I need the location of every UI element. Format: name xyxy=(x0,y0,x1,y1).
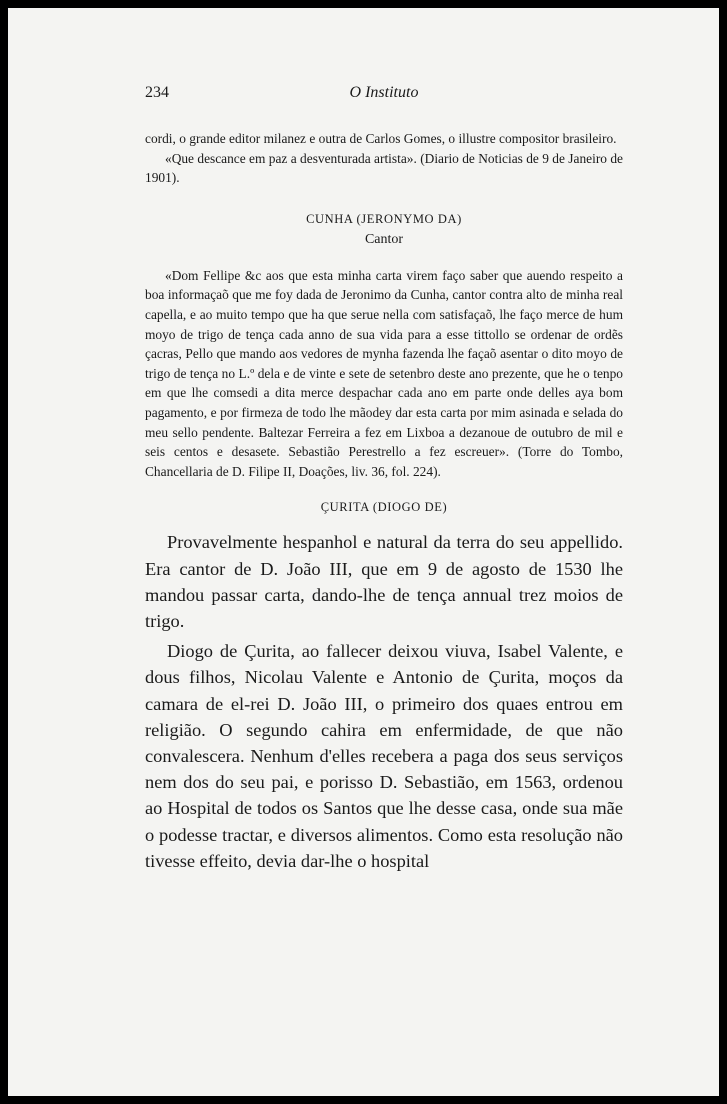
running-title: O Instituto xyxy=(349,84,419,101)
page-number: 234 xyxy=(145,84,169,101)
page-content xyxy=(145,84,623,874)
page-header xyxy=(145,84,623,108)
curita-paragraph-2: Diogo de Çurita, ao fallecer deixou viuva, Isabel Valente, e dous filhos, Nicolau Valente e Antonio de Çurita, moços da camara de el-rei D. João III, o primeiro dos quaes entrou em religião. O segundo cahira em enfermidade, de que não convalescera. Nenhum d'elles recebera a paga dos seus serviços nem dos do seu pai, e porisso D. Sebastião, em 1563, ordenou ao Hospital de todos os Santos que lhe desse casa, onde sua mãe o podesse tractar, e diversos alimentos. Como esta resolução não tivesse effeito, devia dar-lhe o hospital xyxy=(145,641,623,871)
cunha-document-block xyxy=(145,266,623,482)
document-page xyxy=(8,8,719,1096)
section-heading-curita: ÇURITA (DIOGO DE) xyxy=(320,500,448,515)
opening-block xyxy=(145,129,623,188)
quotation-paragraph: «Que descance em paz a desventurada artista». (Diario de Noticias de 9 de Janeiro de 1901). xyxy=(145,150,623,186)
curita-body xyxy=(145,529,623,874)
section-heading-cunha: CUNHA (JERONYMO DA) xyxy=(306,211,462,226)
cunha-document-text: «Dom Fellipe &c aos que esta minha carta virem faço saber que auendo respeito a boa informaçaõ que me foy dada de Jeronimo da Cunha, cantor contra alto de minha real capella, e ao muito tempo que ha que serue nella com satisfaçaõ, lhe faço merce de hum moyo de trigo de tença cada anno de sua vida para a esse tittollo se ordenar de ordẽs çacras, Pello que mando aos vedores de mynha fazenda lhe façaõ asentar o dito moyo de trigo de tença no L.º dela e de vinte e sete de setenbro deste ano prezente, que he o tenpo em que lhe comsedi a dita merce despachar cada ano em parte onde delles aya bom pagamento, e por firmeza de todo lhe mãodey dar esta carta por mim asinada e selada do meu sello pendente. Baltezar Ferreira a fez em Lixboa a dezanoue de outubro de mil e seis centos e desasete. Sebastião Perestrello a fez escreuer». (Torre do Tombo, Chancellaria de D. Filipe II, Doações, liv. 36, fol. 224). xyxy=(145,267,623,479)
opening-paragraph: cordi, o grande editor milanez e outra de Carlos Gomes, o illustre compositor brasileiro. xyxy=(145,131,617,146)
curita-paragraph-1: Provavelmente hespanhol e natural da terra do seu appellido. Era cantor de D. João III, que em 9 de agosto de 1530 lhe mandou passar carta, dando-lhe de tença annual trez moios de trigo. xyxy=(145,532,623,631)
section-subheading-cantor: Cantor xyxy=(364,231,404,247)
